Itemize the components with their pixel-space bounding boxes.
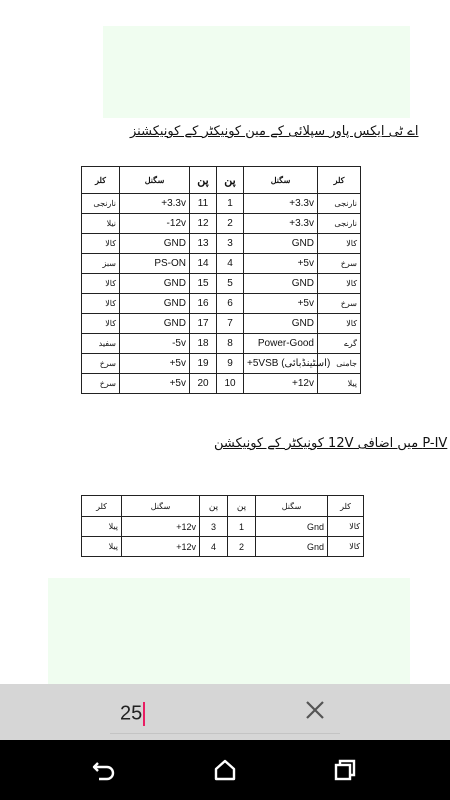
cell-color: نیلا	[82, 214, 120, 234]
cell-color: نارنجی	[318, 194, 361, 214]
cell-pin: 7	[217, 314, 244, 334]
p4-connector-heading: P-IV میں اضافی 12V کونیکٹر کے کونیکشن	[214, 436, 448, 451]
cell-color: نارنجی	[82, 194, 120, 214]
cell-color: کالا	[82, 234, 120, 254]
cell-signal: PS-ON	[120, 254, 190, 274]
table-row	[82, 537, 364, 557]
cell-pin: 17	[190, 314, 217, 334]
header-pin: پن	[200, 496, 228, 517]
cell-pin: 20	[190, 374, 217, 394]
table-row	[82, 517, 364, 537]
cell-signal: -5v	[120, 334, 190, 354]
home-icon	[209, 754, 241, 786]
cell-signal: GND	[244, 314, 318, 334]
cell-pin: 15	[190, 274, 217, 294]
cell-signal: Gnd	[256, 537, 328, 557]
header-color: کلر	[82, 496, 122, 517]
cell-pin: 19	[190, 354, 217, 374]
p4-connector-table	[81, 495, 364, 557]
cell-signal: +12v	[122, 537, 200, 557]
find-bar	[0, 684, 450, 740]
table-row	[82, 214, 361, 234]
cell-signal: +5v	[120, 374, 190, 394]
cell-signal: Gnd	[256, 517, 328, 537]
cell-color: نارنجی	[318, 214, 361, 234]
cell-color: پیلا	[82, 517, 122, 537]
table-row	[82, 294, 361, 314]
cell-pin: 16	[190, 294, 217, 314]
header-pin: پن	[217, 167, 244, 194]
close-icon	[302, 697, 328, 723]
cell-color: سفید	[82, 334, 120, 354]
cell-color: کالا	[318, 234, 361, 254]
cell-color: کالا	[82, 294, 120, 314]
cell-color: کالا	[82, 314, 120, 334]
cell-color: کالا	[82, 274, 120, 294]
table-row	[82, 374, 361, 394]
cell-color: گرے	[318, 334, 361, 354]
cell-color: کالا	[328, 537, 364, 557]
cell-pin: 2	[217, 214, 244, 234]
table-header-row	[82, 496, 364, 517]
cell-color: پیلا	[318, 374, 361, 394]
cell-color: سبز	[82, 254, 120, 274]
header-pin: پن	[228, 496, 256, 517]
table-row	[82, 354, 361, 374]
cell-signal: +3.3v	[120, 194, 190, 214]
cell-signal: GND	[120, 314, 190, 334]
cell-pin: 6	[217, 294, 244, 314]
cell-pin: 18	[190, 334, 217, 354]
find-query: 25	[120, 702, 143, 725]
cell-signal: GND	[120, 294, 190, 314]
home-button[interactable]	[209, 754, 241, 786]
table-row	[82, 254, 361, 274]
cell-color: جامنی	[318, 354, 361, 374]
navigation-bar	[0, 740, 450, 800]
back-icon	[88, 754, 120, 786]
header-color: کلر	[82, 167, 120, 194]
cell-pin: 4	[217, 254, 244, 274]
cell-pin: 2	[228, 537, 256, 557]
cell-signal: +5VSB (اسٹینڈبائی)	[244, 354, 318, 374]
cell-color: کالا	[318, 314, 361, 334]
cell-signal: +5v	[244, 254, 318, 274]
cell-color: سرخ	[82, 374, 120, 394]
back-button[interactable]	[88, 754, 120, 786]
cell-color: سرخ	[82, 354, 120, 374]
header-color: کلر	[318, 167, 361, 194]
recents-icon	[329, 754, 361, 786]
cell-signal: -12v	[120, 214, 190, 234]
cell-pin: 1	[217, 194, 244, 214]
cell-pin: 13	[190, 234, 217, 254]
cell-pin: 9	[217, 354, 244, 374]
main-connector-heading: اے ٹی ایکس پاور سپلائی کے مین کونیکٹر کے کونیکشنز	[130, 124, 419, 139]
cell-pin: 1	[228, 517, 256, 537]
cell-signal: GND	[244, 274, 318, 294]
header-pin: پن	[190, 167, 217, 194]
cell-signal: GND	[120, 274, 190, 294]
cell-pin: 8	[217, 334, 244, 354]
find-input-underline	[110, 733, 340, 734]
cell-pin: 3	[217, 234, 244, 254]
cell-pin: 10	[217, 374, 244, 394]
recents-button[interactable]	[329, 754, 361, 786]
cell-signal: +3.3v	[244, 214, 318, 234]
header-signal: سگنل	[122, 496, 200, 517]
cell-signal: Power-Good	[244, 334, 318, 354]
cell-color: سرخ	[318, 254, 361, 274]
find-input[interactable]	[120, 702, 145, 726]
cell-signal: GND	[244, 234, 318, 254]
main-connector-table	[81, 166, 361, 394]
cell-pin: 5	[217, 274, 244, 294]
cell-pin: 4	[200, 537, 228, 557]
cell-color: سرخ	[318, 294, 361, 314]
cell-pin: 3	[200, 517, 228, 537]
highlight-bottom	[48, 578, 410, 684]
cell-signal: +12v	[244, 374, 318, 394]
table-row	[82, 234, 361, 254]
cell-signal: GND	[120, 234, 190, 254]
cell-pin: 14	[190, 254, 217, 274]
header-signal: سگنل	[120, 167, 190, 194]
header-color: کلر	[328, 496, 364, 517]
cell-color: پیلا	[82, 537, 122, 557]
cell-signal: +3.3v	[244, 194, 318, 214]
table-row	[82, 274, 361, 294]
cell-pin: 12	[190, 214, 217, 234]
highlight-top	[103, 26, 410, 118]
cell-color: کالا	[318, 274, 361, 294]
cell-color: کالا	[328, 517, 364, 537]
table-row	[82, 194, 361, 214]
header-signal: سگنل	[244, 167, 318, 194]
cell-signal: +12v	[122, 517, 200, 537]
table-header-row	[82, 167, 361, 194]
table-row	[82, 334, 361, 354]
text-caret	[143, 702, 145, 726]
table-row	[82, 314, 361, 334]
clear-button[interactable]	[302, 697, 328, 723]
cell-signal: +5v	[244, 294, 318, 314]
cell-signal: +5v	[120, 354, 190, 374]
cell-pin: 11	[190, 194, 217, 214]
header-signal: سگنل	[256, 496, 328, 517]
